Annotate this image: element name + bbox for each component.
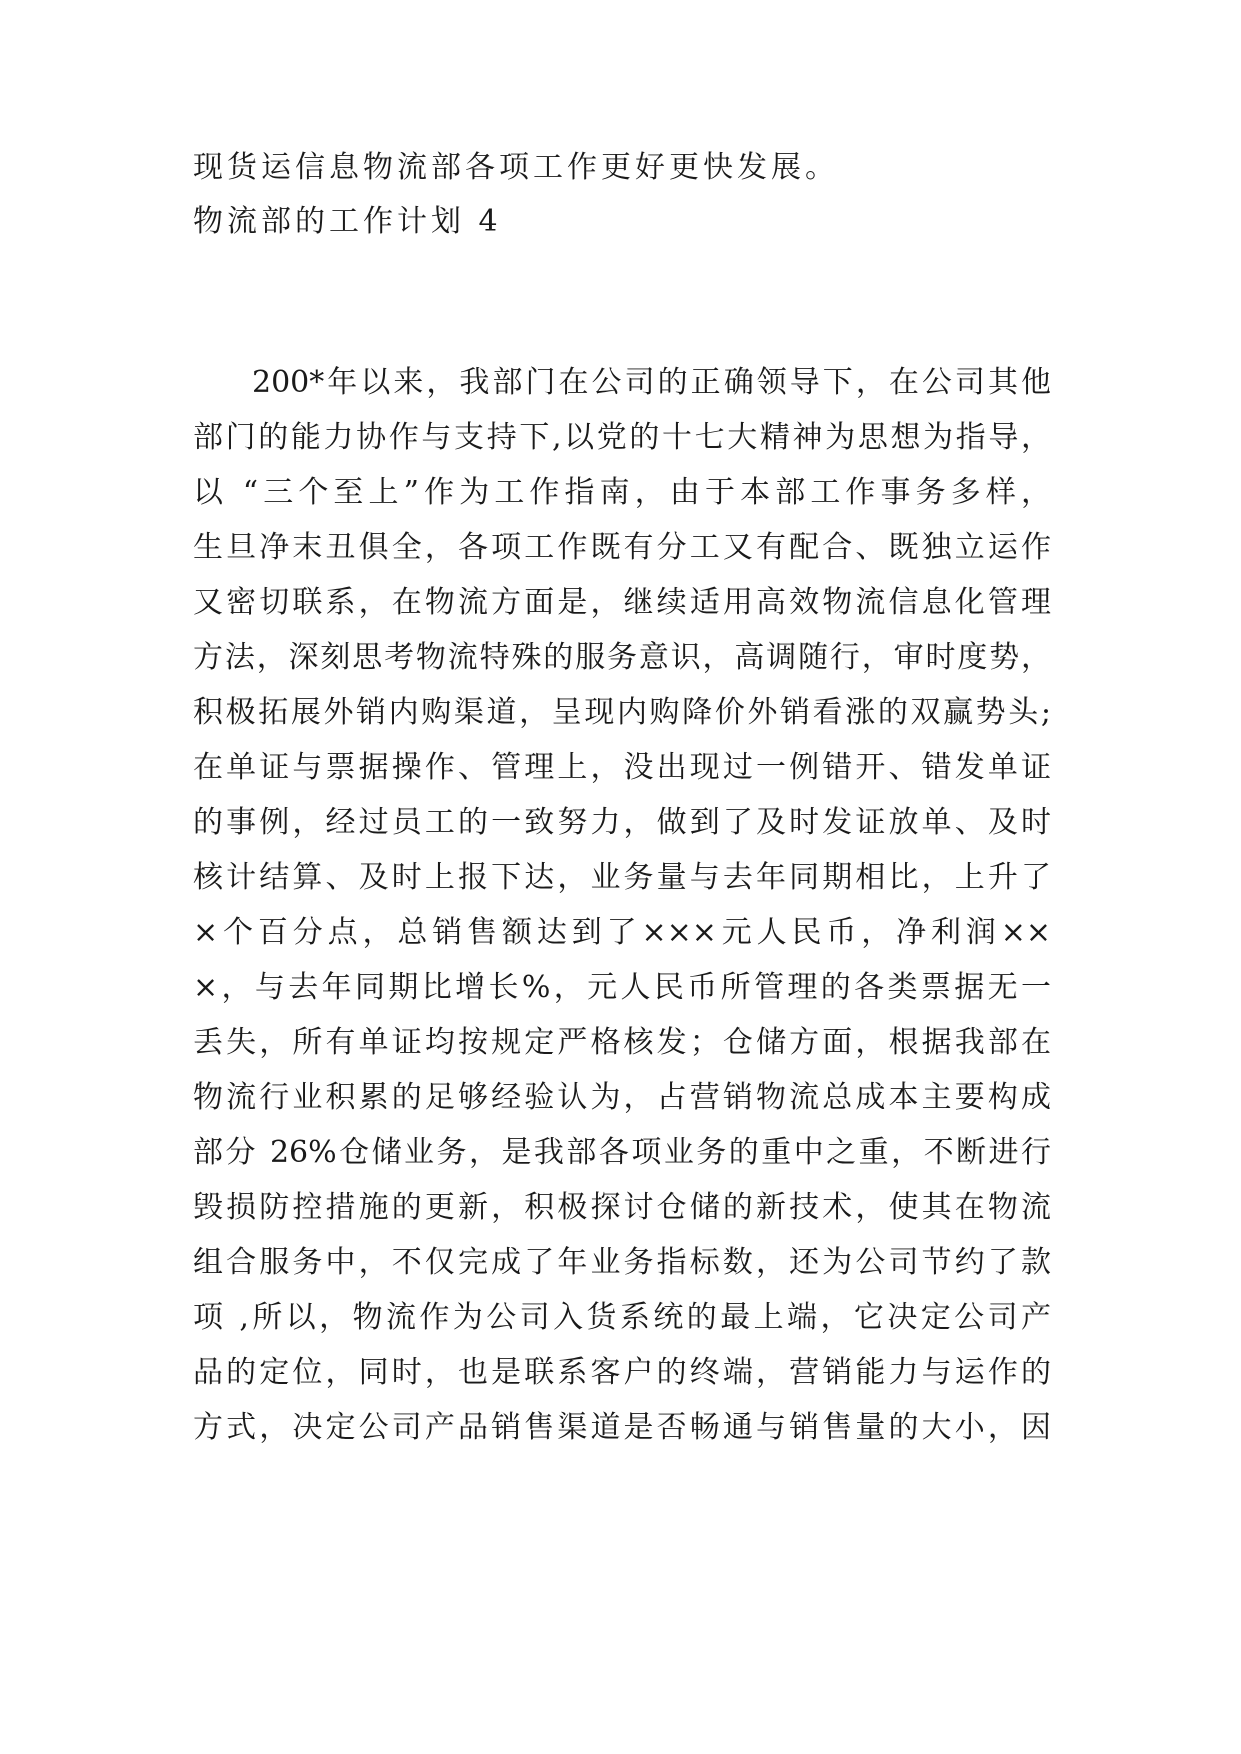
paragraph-line: 生旦净末丑俱全，各项工作既有分工又有配合、既独立运作	[193, 530, 1051, 565]
paragraph-line: 核计结算、及时上报下达，业务量与去年同期相比，上升了	[193, 860, 1051, 895]
continuation-line: 现货运信息物流部各项工作更好更快发展。	[193, 150, 839, 185]
paragraph-line: 组合服务中，不仅完成了年业务指标数，还为公司节约了款	[193, 1245, 1051, 1280]
paragraph-line: 积极拓展外销内购渠道，呈现内购降价外销看涨的双赢势头;	[193, 695, 1051, 730]
paragraph-line: 丢失，所有单证均按规定严格核发；仓储方面，根据我部在	[193, 1025, 1051, 1060]
paragraph-line: 品的定位，同时，也是联系客户的终端，营销能力与运作的	[193, 1355, 1051, 1390]
paragraph-line: 部门的能力协作与支持下,以党的十七大精神为思想为指导，	[193, 420, 1051, 455]
paragraph-line: 部分 26%仓储业务，是我部各项业务的重中之重，不断进行	[193, 1135, 1051, 1170]
paragraph-line: 200*年以来，我部门在公司的正确领导下，在公司其他	[252, 365, 1051, 400]
paragraph-line: ×，与去年同期比增长%，元人民币所管理的各类票据无一	[193, 970, 1051, 1005]
paragraph-line: 项 ,所以，物流作为公司入货系统的最上端，它决定公司产	[193, 1300, 1051, 1335]
paragraph-line: 方式，决定公司产品销售渠道是否畅通与销售量的大小，因	[193, 1410, 1051, 1445]
paragraph-line: 物流行业积累的足够经验认为，占营销物流总成本主要构成	[193, 1080, 1051, 1115]
paragraph-line: 的事例，经过员工的一致努力，做到了及时发证放单、及时	[193, 805, 1051, 840]
paragraph-line: 以 “三个至上”作为工作指南，由于本部工作事务多样，	[193, 475, 1051, 510]
paragraph-line: ×个百分点，总销售额达到了×××元人民币，净利润××	[193, 915, 1051, 950]
paragraph-line: 毁损防控措施的更新，积极探讨仓储的新技术，使其在物流	[193, 1190, 1051, 1225]
section-title: 物流部的工作计划 4	[193, 204, 502, 239]
paragraph-line: 在单证与票据操作、管理上，没出现过一例错开、错发单证	[193, 750, 1051, 785]
paragraph-line: 方法，深刻思考物流特殊的服务意识，高调随行，审时度势，	[193, 640, 1051, 675]
paragraph-line: 又密切联系，在物流方面是，继续适用高效物流信息化管理	[193, 585, 1051, 620]
